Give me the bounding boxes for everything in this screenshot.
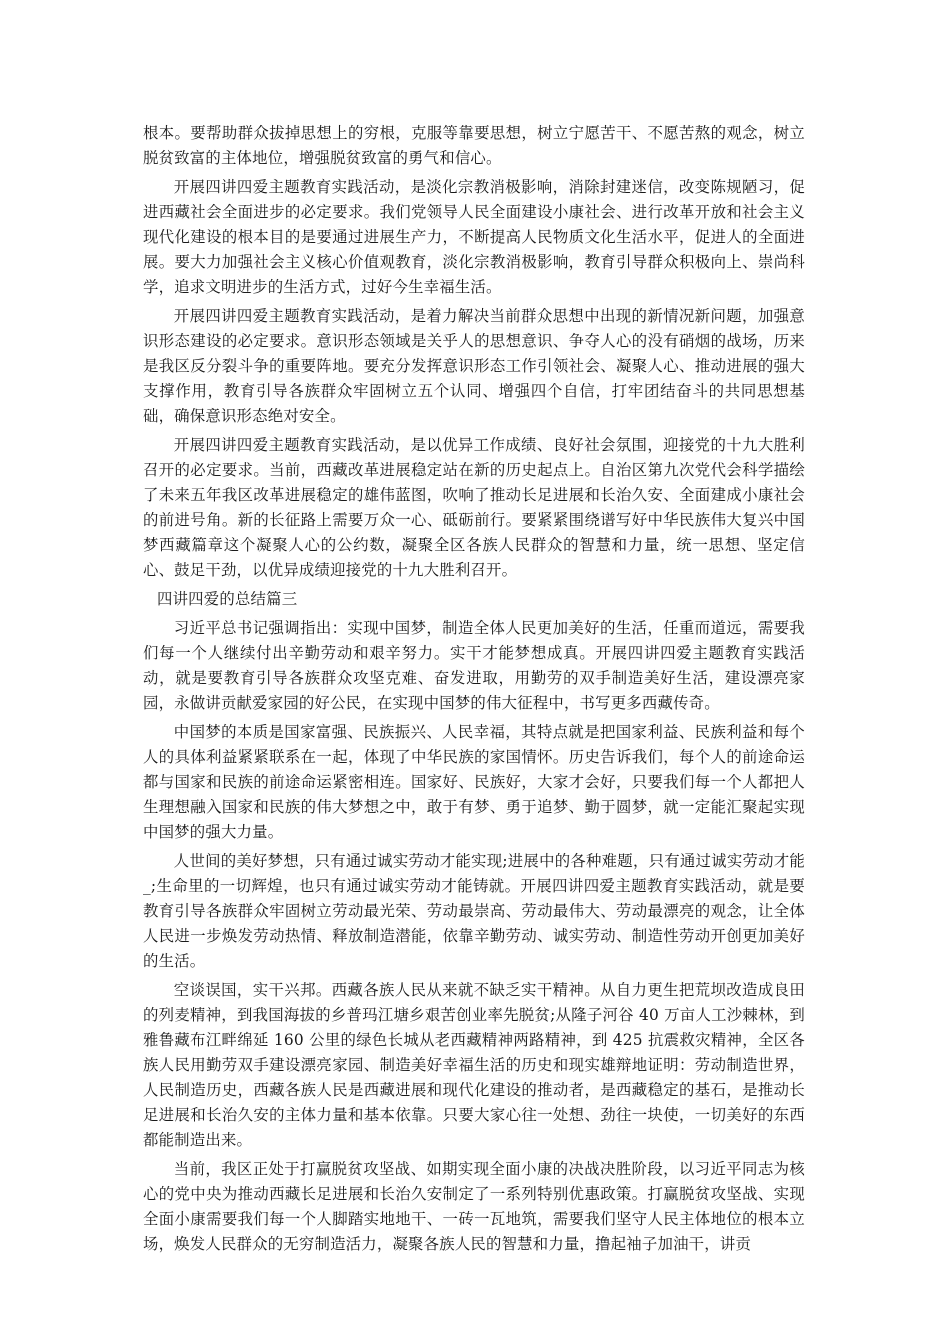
paragraph: 中国梦的本质是国家富强、民族振兴、人民幸福，其特点就是把国家利益、民族利益和每个人的具体利益紧紧联系在一起，体现了中华民族的家国情怀。历史告诉我们，每个人的前途命运都与国家和民族的前途命运紧密相连。国家好、民族好，大家才会好，只要我们每一个人都把人生理想融入国家和民族的伟大梦想之中，敢于有梦、勇于追梦、勤于圆梦，就一定能汇聚起实现中国梦的强大力量。	[143, 723, 805, 841]
section-heading: 四讲四爱的总结篇三	[157, 590, 298, 608]
paragraph: 开展四讲四爱主题教育实践活动，是以优异工作成绩、良好社会氛围，迎接党的十九大胜利召开的必定要求。当前，西藏改革进展稳定站在新的历史起点上。自治区第九次党代会科学描绘了未来五年我区改革进展稳定的雄伟蓝图，吹响了推动长足进展和长治久安、全面建成小康社会的前进号角。新的长征路上需要万众一心、砥砺前行。要紧紧围绕谱写好中华民族伟大复兴中国梦西藏篇章这个凝聚人心的公约数，凝聚全区各族人民群众的智慧和力量，统一思想、坚定信心、鼓足干劲，以优异成绩迎接党的十九大胜利召开。	[143, 436, 805, 579]
paragraph: 人世间的美好梦想，只有通过诚实劳动才能实现;进展中的各种难题，只有通过诚实劳动才能_;生命里的一切辉煌，也只有通过诚实劳动才能铸就。开展四讲四爱主题教育实践活动，就是要教育引导各族群众牢固树立劳动最光荣、劳动最崇高、劳动最伟大、劳动最漂亮的观念，让全体人民进一步焕发劳动热情、释放制造潜能，依靠辛勤劳动、诚实劳动、制造性劳动开创更加美好的生活。	[143, 852, 805, 970]
paragraph: 开展四讲四爱主题教育实践活动，是淡化宗教消极影响，消除封建迷信，改变陈规陋习，促进西藏社会全面进步的必定要求。我们党领导人民全面建设小康社会、进行改革开放和社会主义现代化建设的根本目的是要通过进展生产力，不断提高人民物质文化生活水平，促进人的全面进展。要大力加强社会主义核心价值观教育，淡化宗教消极影响，教育引导群众积极向上、崇尚科学，追求文明进步的生活方式，过好今生幸福生活。	[143, 178, 805, 296]
document-body	[143, 121, 805, 1261]
paragraph: 当前，我区正处于打赢脱贫攻坚战、如期实现全面小康的决战决胜阶段，以习近平同志为核心的党中央为推动西藏长足进展和长治久安制定了一系列特别优惠政策。打赢脱贫攻坚战、实现全面小康需要我们每一个人脚踏实地地干、一砖一瓦地筑，需要我们坚守人民主体地位的根本立场，焕发人民群众的无穷制造活力，凝聚各族人民的智慧和力量，撸起袖子加油干，讲贡	[143, 1160, 805, 1253]
paragraph: 开展四讲四爱主题教育实践活动，是着力解决当前群众思想中出现的新情况新问题，加强意识形态建设的必定要求。意识形态领域是关乎人的思想意识、争夺人心的没有硝烟的战场，历来是我区反分裂斗争的重要阵地。要充分发挥意识形态工作引领社会、凝聚人心、推动进展的强大支撑作用，教育引导各族群众牢固树立五个认同、增强四个自信，打牢团结奋斗的共同思想基础，确保意识形态绝对安全。	[143, 307, 805, 425]
paragraph: 习近平总书记强调指出：实现中国梦，制造全体人民更加美好的生活，任重而道远，需要我们每一个人继续付出辛勤劳动和艰辛努力。实干才能梦想成真。开展四讲四爱主题教育实践活动，就是要教育引导各族群众攻坚克难、奋发进取，用勤劳的双手制造美好生活，建设漂亮家园，永做讲贡献爱家园的好公民，在实现中国梦的伟大征程中，书写更多西藏传奇。	[143, 619, 805, 712]
paragraph: 根本。要帮助群众拔掉思想上的穷根，克服等靠要思想，树立宁愿苦干、不愿苦熬的观念，树立脱贫致富的主体地位，增强脱贫致富的勇气和信心。	[143, 124, 805, 167]
paragraph: 空谈误国，实干兴邦。西藏各族人民从来就不缺乏实干精神。从自力更生把荒坝改造成良田的列麦精神，到我国海拔的乡普玛江塘乡艰苦创业率先脱贫;从隆子河谷 40 万亩人工沙棘林，到雅鲁藏布江畔绵延 160 公里的绿色长城从老西藏精神两路精神，到 425 抗震救灾精神，全区各族人民用勤劳双手建设漂亮家园、制造美好幸福生活的历史和现实雄辩地证明：劳动制造世界，人民制造历史，西藏各族人民是西藏进展和现代化建设的推动者，是西藏稳定的基石，是推动长足进展和长治久安的主体力量和基本依靠。只要大家心往一处想、劲往一块使，一切美好的东西都能制造出来。	[143, 981, 805, 1149]
